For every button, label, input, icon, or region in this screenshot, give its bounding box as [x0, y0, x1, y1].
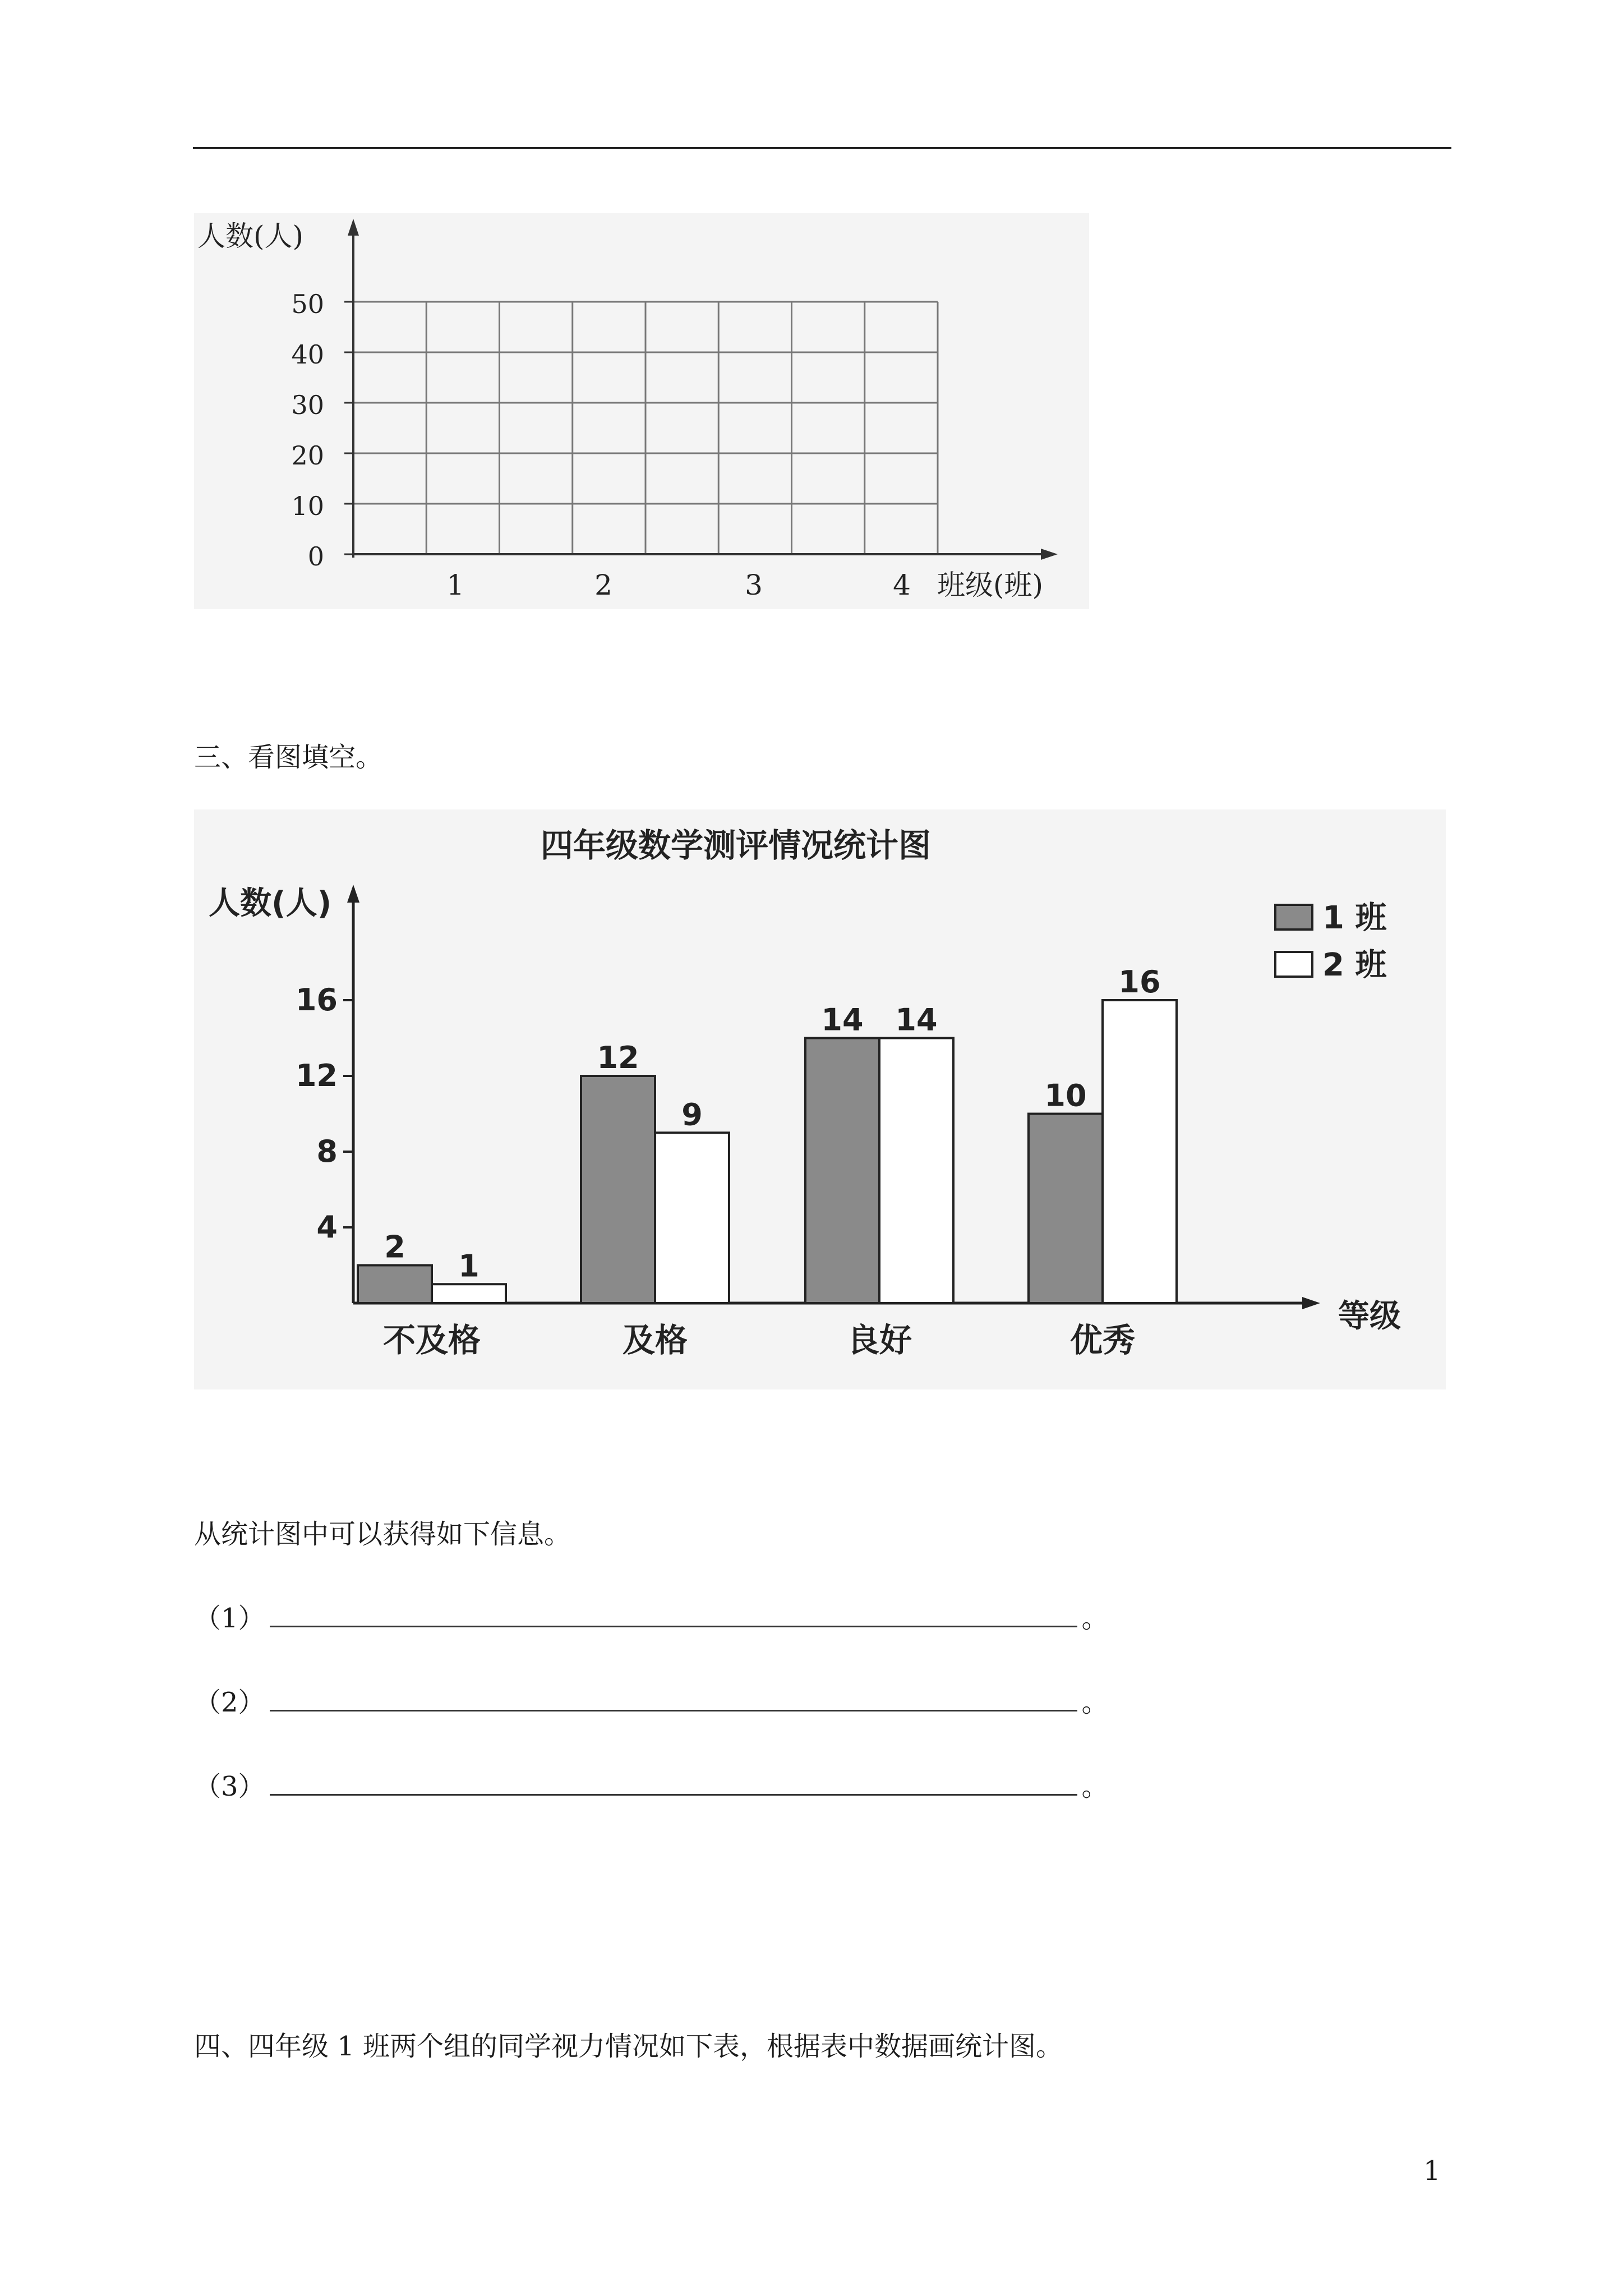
- answer-blank-3[interactable]: [270, 1769, 1077, 1796]
- x-axis-label: 班级(班): [937, 569, 1044, 601]
- y-tick-40: 40: [291, 339, 324, 370]
- y-tick-30: 30: [291, 390, 324, 420]
- answer-end-3: 。: [1081, 1771, 1109, 1802]
- y-axis-arrow: [348, 219, 359, 236]
- section-4-heading: 四、四年级 1 班两个组的同学视力情况如下表，根据表中数据画统计图。: [194, 2031, 1063, 2062]
- category-label: 不及格: [382, 1321, 481, 1359]
- bar-value-label: 9: [681, 1097, 703, 1133]
- y-tick-10: 10: [291, 491, 324, 521]
- bar-1-2: [581, 1076, 655, 1303]
- y-tick-20: 20: [291, 440, 324, 471]
- answer-line-1: [194, 1601, 1109, 1635]
- bar-value-label: 14: [895, 1002, 938, 1038]
- legend-label-2: 2 班: [1322, 947, 1387, 983]
- chart-x-axis-arrow: [1302, 1297, 1320, 1309]
- chart-y-tick-label: 16: [295, 982, 338, 1018]
- x-axis-arrow: [1041, 549, 1058, 560]
- chart-y-axis-label: 人数(人): [209, 885, 332, 922]
- bar-value-label: 1: [458, 1248, 479, 1284]
- answer-end-2: 。: [1081, 1687, 1109, 1718]
- bar-chart-svg: [194, 809, 1446, 1389]
- blank-grid-chart: [194, 213, 1089, 609]
- bar-2-4: [1103, 1000, 1177, 1303]
- blank-grid-svg: [194, 213, 1089, 609]
- x-tick-2: 2: [594, 569, 612, 601]
- chart-y-tick-label: 12: [295, 1058, 338, 1093]
- answer-number-3: （3）: [194, 1771, 265, 1802]
- info-lead: 从统计图中可以获得如下信息。: [194, 1519, 571, 1550]
- answer-blank-1[interactable]: [270, 1601, 1077, 1627]
- y-axis-label: 人数(人): [197, 220, 304, 252]
- bar-1-1: [358, 1266, 432, 1304]
- bar-value-label: 2: [384, 1229, 405, 1265]
- bar-2-3: [879, 1038, 953, 1304]
- bar-chart: [194, 809, 1446, 1389]
- answer-number-2: （2）: [194, 1687, 265, 1718]
- bar-value-label: 12: [597, 1040, 639, 1075]
- legend-label-1: 1 班: [1322, 900, 1387, 936]
- section-3-heading: 三、看图填空。: [194, 742, 383, 773]
- category-label: 优秀: [1069, 1321, 1136, 1359]
- legend-swatch-1: [1275, 905, 1312, 930]
- answer-line-3: [194, 1769, 1109, 1803]
- y-tick-50: 50: [291, 289, 324, 319]
- chart-x-axis-label: 等级: [1338, 1298, 1401, 1335]
- y-tick-0: 0: [307, 541, 324, 572]
- bar-2-2: [655, 1133, 729, 1303]
- answer-blank-2[interactable]: [270, 1685, 1077, 1711]
- x-tick-1: 1: [446, 569, 464, 601]
- bar-value-label: 14: [821, 1002, 864, 1038]
- category-label: 良好: [846, 1321, 912, 1359]
- chart-y-axis-arrow: [347, 885, 359, 903]
- category-label: 及格: [622, 1321, 688, 1359]
- answer-number-1: （1）: [194, 1603, 265, 1634]
- bar-2-1: [432, 1284, 506, 1303]
- bar-1-3: [805, 1038, 879, 1304]
- x-tick-3: 3: [745, 569, 763, 601]
- x-tick-4: 4: [893, 569, 911, 601]
- answer-line-2: [194, 1685, 1109, 1719]
- bar-value-label: 10: [1044, 1078, 1087, 1114]
- chart-y-tick-label: 8: [316, 1134, 338, 1169]
- answer-end-1: 。: [1081, 1603, 1109, 1634]
- chart-title: 四年级数学测评情况统计图: [540, 826, 932, 864]
- page-number: 1: [1423, 2155, 1441, 2187]
- legend-swatch-2: [1275, 952, 1312, 977]
- chart-y-tick-label: 4: [316, 1209, 338, 1245]
- header-rule: [193, 147, 1451, 149]
- bar-value-label: 16: [1118, 964, 1161, 1000]
- bar-1-4: [1029, 1114, 1103, 1304]
